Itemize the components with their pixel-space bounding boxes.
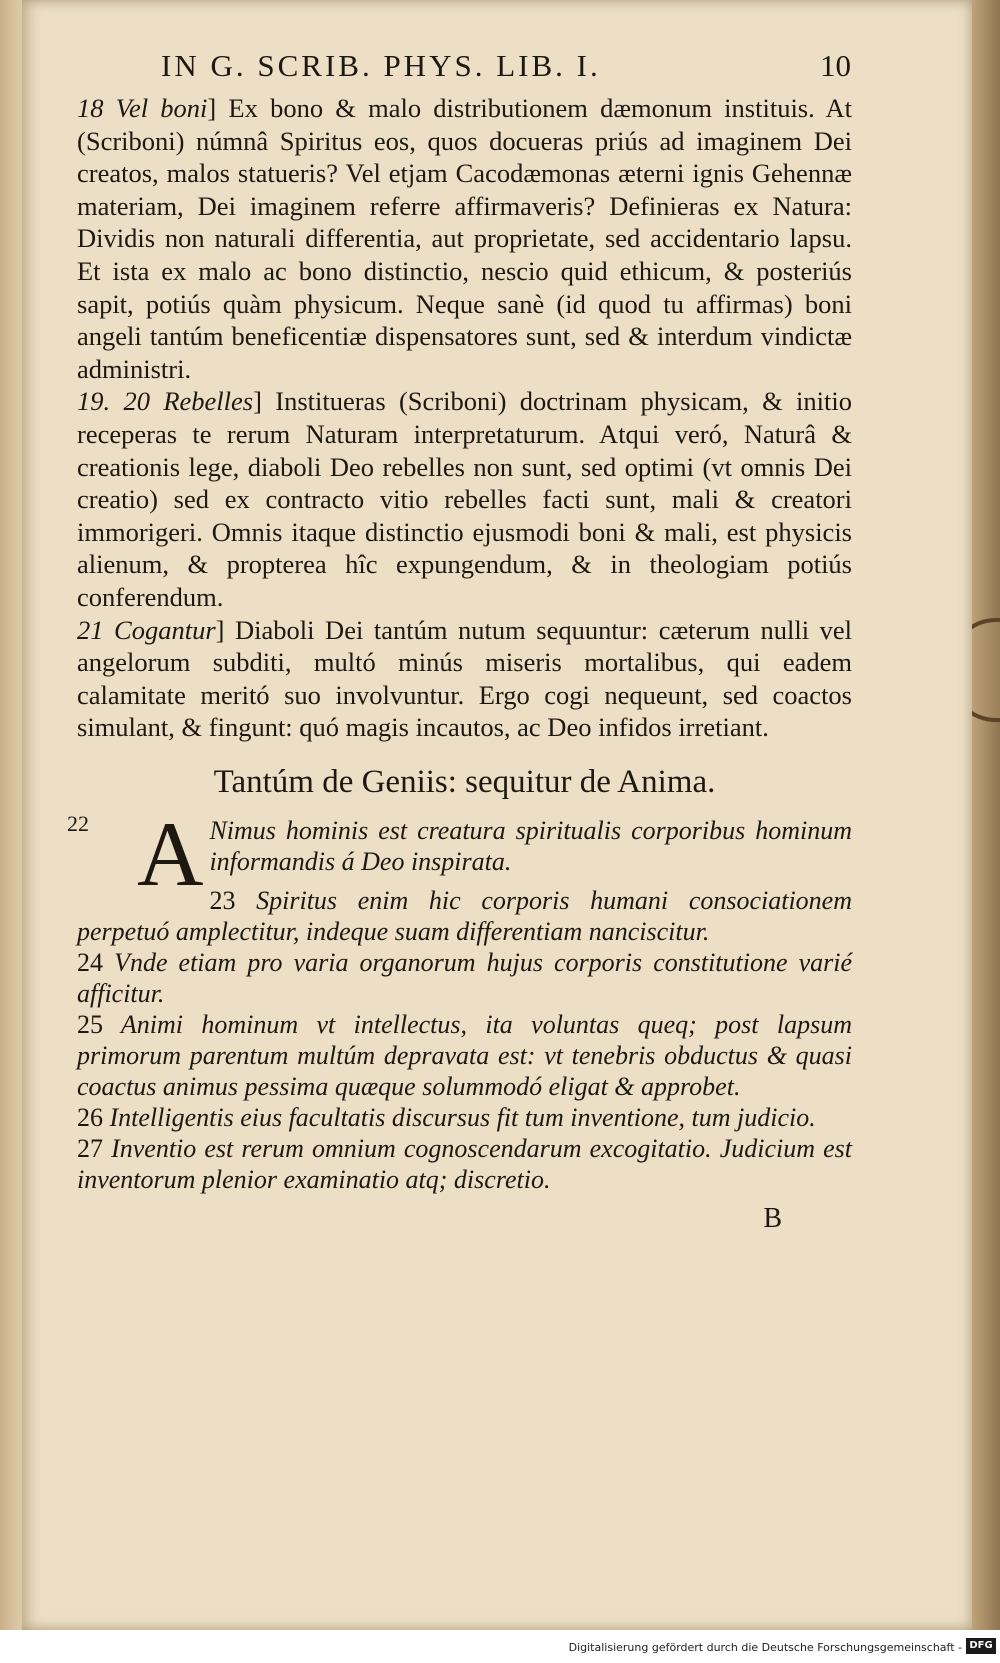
thesis-27 bbox=[77, 1133, 852, 1195]
lemma: 21 Cogantur bbox=[77, 614, 216, 645]
running-title: IN G. SCRIB. PHYS. LIB. I. bbox=[161, 48, 601, 83]
thesis-number: 22 bbox=[67, 810, 89, 836]
paragraph-text: ] Diaboli Dei tantúm nutum sequuntur: cæterum nulli vel angelorum subditi, multó minús miseris mortalibus, qui eadem calamitate meritó suo involvuntur. Ergo cogi nequeunt, sed coactos simulant, & fingunt: quó magis incautos, ac Deo infidos irretiant. bbox=[77, 614, 853, 743]
thesis-number: 24 bbox=[77, 947, 103, 977]
commentary-paragraph-19-20 bbox=[77, 385, 852, 613]
thesis-24 bbox=[77, 947, 852, 1009]
catchword: B bbox=[763, 1202, 782, 1234]
text-block bbox=[67, 48, 853, 1235]
paragraph-text: ] Institueras (Scriboni) doctrinam physicam, & initio receperas te rerum Naturam interpretaturum. Atqui veró, Naturâ & creationis lege, diaboli Deo rebelles non sunt, sed optimi (vt omnis Dei creatio) sed ex contracto vitio rebelles facti sunt, mali & creatori immorigeri. Omnis itaque distinctio ejusmodi boni & mali, est physicis alienum, & propterea hîc expungendum, & in theologiam potiús conferendum. bbox=[77, 386, 852, 612]
commentary-paragraph-21 bbox=[77, 614, 852, 744]
book-edge bbox=[972, 0, 1000, 1630]
thesis-number: 27 bbox=[77, 1133, 103, 1163]
thesis-number: 23 bbox=[209, 885, 236, 915]
funding-credit: Digitalisierung gefördert durch die Deutsche Forschungsgemeinschaft - bbox=[568, 1641, 962, 1654]
running-header bbox=[161, 48, 851, 84]
commentary-paragraph-18 bbox=[77, 92, 852, 385]
thesis-text: Intelligentis eius facultatis discursus fit tum inventione, tum judicio. bbox=[109, 1102, 816, 1132]
page-number: 10 bbox=[820, 48, 851, 83]
digitization-footer bbox=[0, 1630, 1000, 1663]
thesis-text: Inventio est rerum omnium cognoscendarum excogitatio. Judicium est inventorum plenior examinatio atq; discretio. bbox=[77, 1133, 853, 1194]
thesis-text: Animi hominum vt intellectus, ita voluntas queq; post lapsum primorum parentum multúm depravata est: vt tenebris obductus & quasi coactus animus pessima quæque solummodó eligat & approbet. bbox=[77, 1009, 853, 1101]
drop-cap: A bbox=[137, 802, 204, 905]
thesis-26 bbox=[77, 1102, 852, 1133]
thesis-number: 25 bbox=[77, 1009, 103, 1039]
thesis-text: Vnde etiam pro varia organorum hujus corporis constitutione varié afficitur. bbox=[77, 947, 853, 1008]
lemma: 18 Vel boni bbox=[77, 93, 208, 123]
section-heading: Tantúm de Geniis: sequitur de Anima. bbox=[213, 763, 716, 800]
thesis-number: 26 bbox=[77, 1102, 103, 1132]
thesis-text: Spiritus enim hic corporis humani consociationem perpetuó amplectitur, indeque suam differentiam nanciscitur. bbox=[77, 885, 852, 946]
book-page bbox=[22, 0, 972, 1630]
dfg-logo: DFG bbox=[966, 1638, 996, 1654]
lemma: 19. 20 Rebelles bbox=[77, 386, 254, 417]
thesis-25 bbox=[77, 1009, 852, 1102]
paragraph-text: ] Ex bono & malo distributionem dæmonum instituis. At (Scriboni) númnâ Spiritus eos, quos docueras priús ad imaginem Dei creatos, malos statueris? Vel etjam Cacodæmonas æterni ignis Gehennæ materiam, Dei imaginem referre affirmaveris? Definieras ex Natura: Dividis non naturali differentia, aut proprietate, sed accidentario lapsu. Et ista ex malo ac bono distinctio, nescio quid ethicum, & posteriús sapit, potiús quàm physicum. Neque sanè (id quod tu affirmas) boni angeli tantúm beneficentiæ dispensatores sunt, sed & interdum vindictæ administri. bbox=[77, 93, 852, 384]
thesis-text: Nimus hominis est creatura spiritualis corporibus hominum informandis á Deo inspirata. bbox=[209, 815, 852, 876]
